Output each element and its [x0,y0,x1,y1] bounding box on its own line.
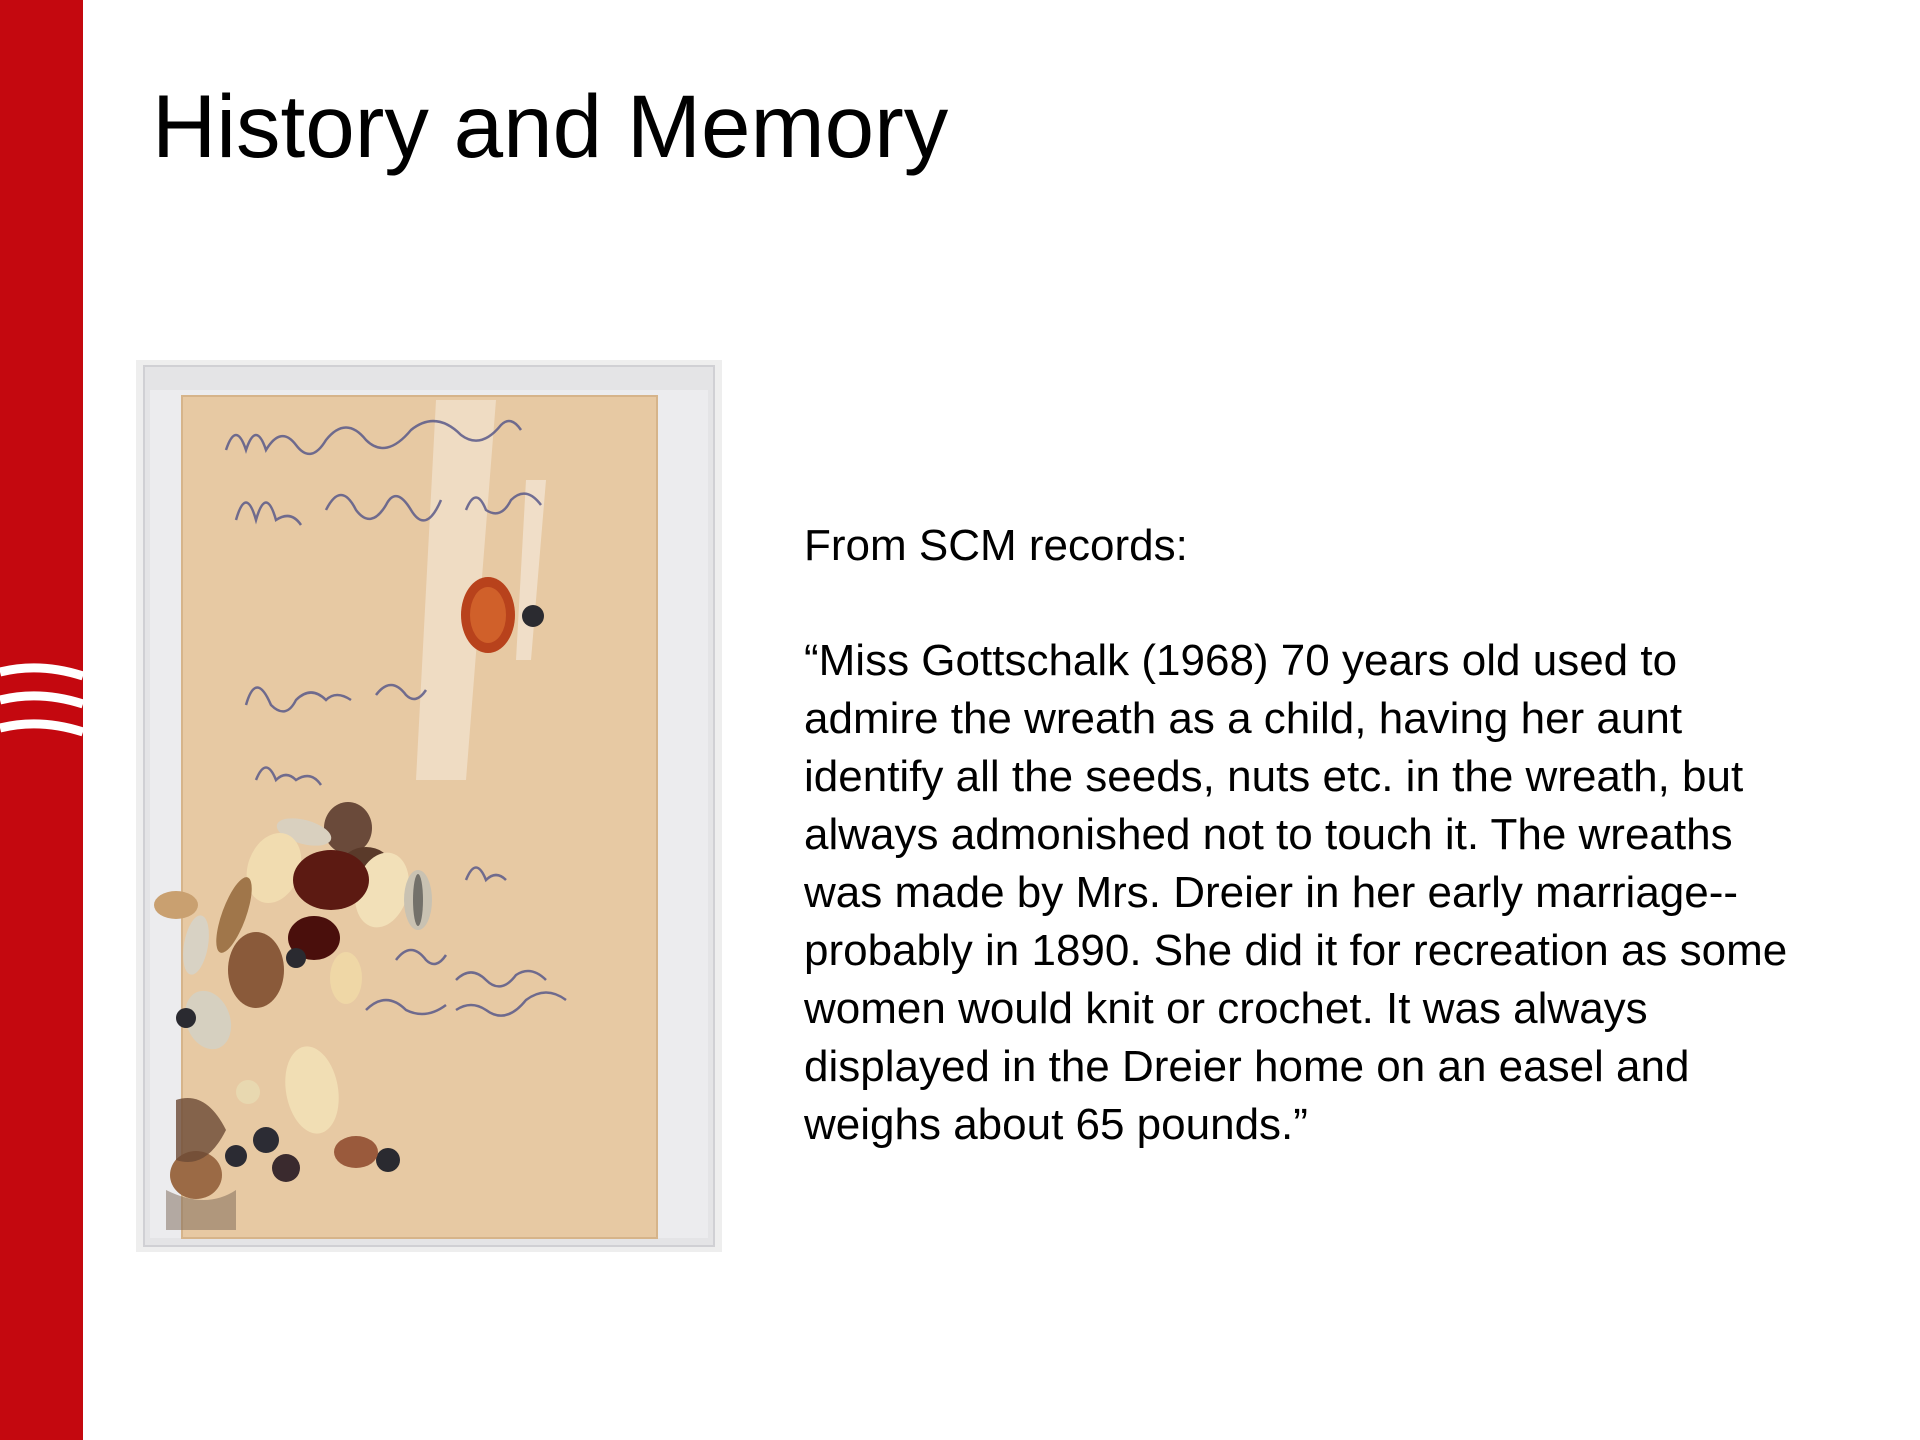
seed-bag-illustration [136,360,722,1252]
wave-lines-logo [0,662,83,758]
body-text [804,517,1824,1154]
paper-card [182,396,657,1238]
slide-title: History and Memory [152,76,949,176]
records-lead: From SCM records: [804,521,1188,570]
records-quote: “Miss Gottschalk (1968) 70 years old used to admire the wreath as a child, having her aunt identify all the seeds, nuts etc. in the wreath, but always admonished not to touch it. The wreaths was made by Mrs. Dreier in her early marriage--probably in 1890. She did it for recreation as some women would knit or crochet. It was always displayed in the Dreier home on an easel and weighs about 65 pounds.” [804,636,1788,1149]
red-side-bar [0,0,83,1440]
seed-bag-photo [136,360,722,1252]
